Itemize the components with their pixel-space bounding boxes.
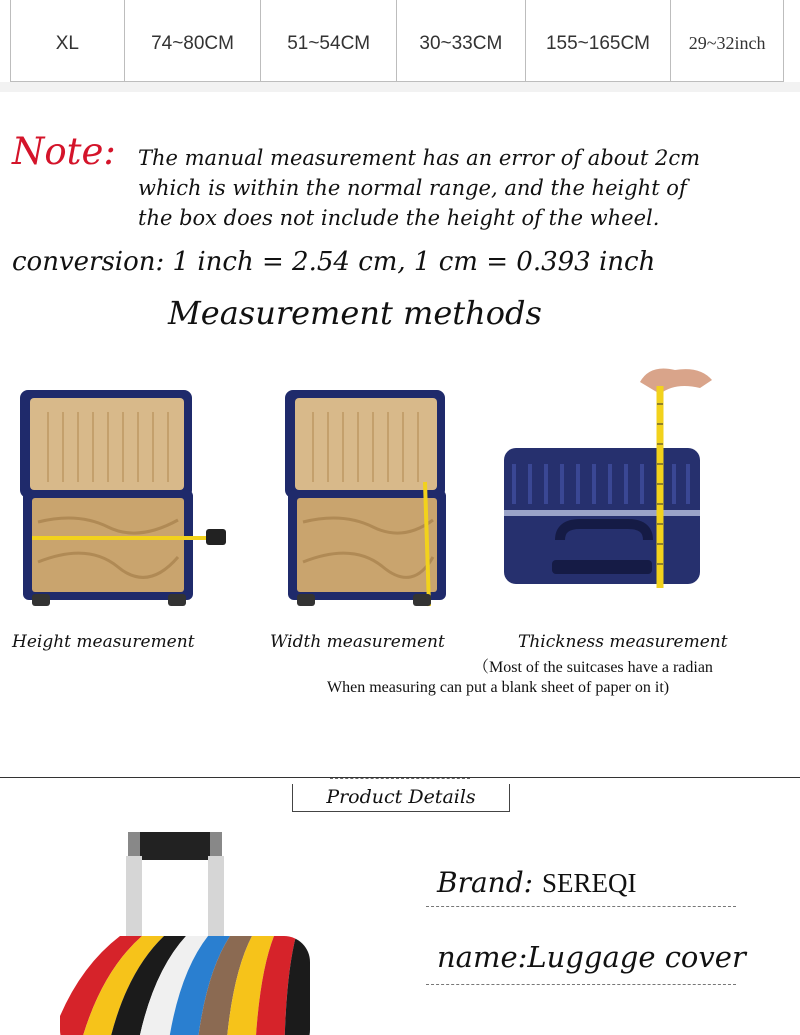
note-line: The manual measurement has an error of about 2cm [138, 146, 701, 170]
brand-line [437, 866, 636, 899]
conversion-text: conversion: 1 inch = 2.54 cm, 1 cm = 0.393 inch [12, 247, 656, 277]
thickness-measurement-photo [500, 364, 722, 596]
width-cell: 51~54CM [261, 0, 397, 81]
circumference-cell: 155~165CM [526, 0, 672, 81]
thickness-note-2: When measuring can put a blank sheet of paper on it) [327, 679, 670, 696]
length-cell: 74~80CM [125, 0, 262, 81]
height-caption: Height measurement [12, 632, 195, 652]
size-cell: XL [11, 0, 125, 81]
size-table-row [10, 0, 784, 82]
thickness-caption: Thickness measurement [518, 632, 728, 652]
brand-label: Brand: [437, 866, 534, 899]
note-label: Note: [12, 130, 116, 173]
brand-value: SEREQI [541, 868, 637, 898]
note-line: which is within the normal range, and the height of [138, 176, 687, 200]
dashed-accent [330, 778, 470, 779]
note-line: the box does not include the height of the wheel. [138, 206, 660, 230]
luggage-cover-photo [60, 832, 310, 1035]
name-underline [426, 984, 736, 985]
product-details-heading: Product Details [292, 784, 510, 812]
methods-title: Measurement methods [168, 294, 542, 332]
width-caption: Width measurement [270, 632, 445, 652]
inch-cell: 29~32inch [688, 33, 766, 53]
height-measurement-photo [18, 372, 230, 612]
thickness-note-1: （Most of the suitcases have a radian [473, 659, 713, 676]
thickness-cell: 30~33CM [397, 0, 526, 81]
product-name: name:Luggage cover [437, 940, 746, 974]
separator-band [0, 82, 800, 92]
width-measurement-photo [283, 372, 453, 612]
brand-underline [426, 906, 736, 907]
note-text [138, 143, 798, 233]
